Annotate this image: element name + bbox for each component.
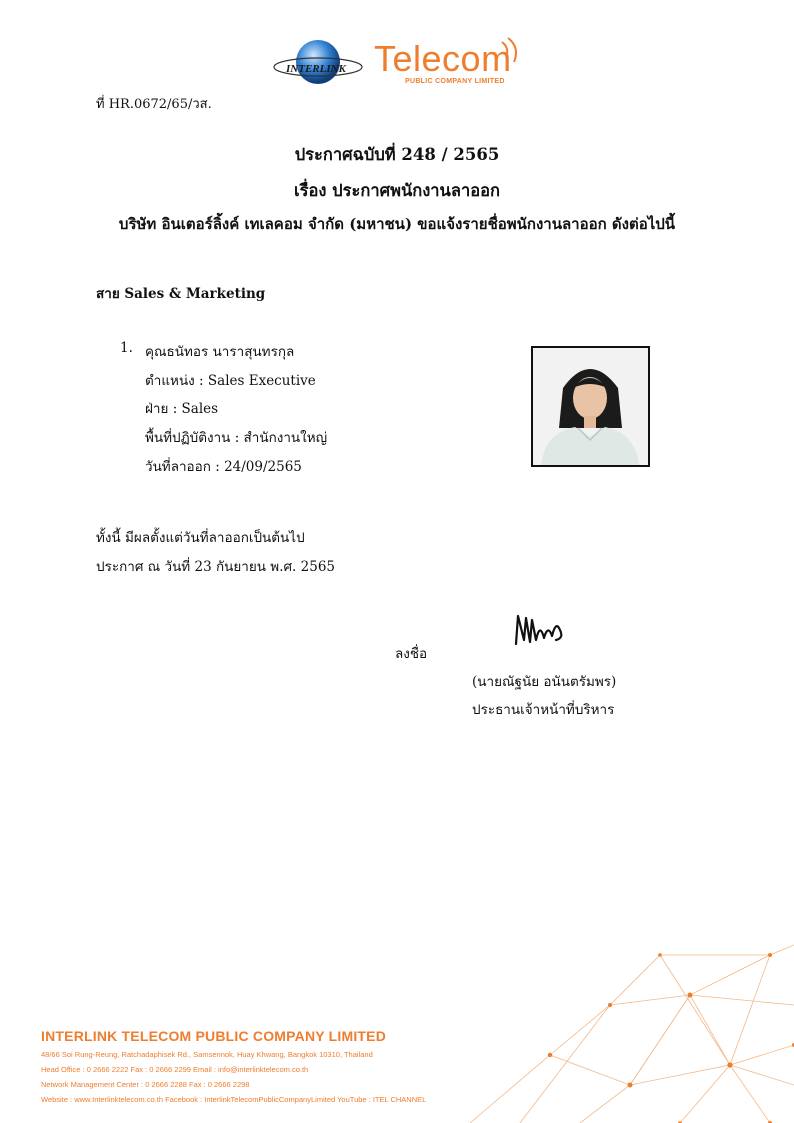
- employee-resign-date: วันที่ลาออก : 24/09/2565: [145, 459, 302, 475]
- footer-company-name: INTERLINK TELECOM PUBLIC COMPANY LIMITED: [41, 1028, 387, 1044]
- signer-title: ประธานเจ้าหน้าที่บริหาร: [472, 702, 615, 718]
- employee-workplace: พื้นที่ปฏิบัติงาน : สำนักงานใหญ่: [145, 430, 328, 446]
- footer-website: Website : www.Interlinktelecom.co.th Facebook : InterlinkTelecomPublicCompanyLimited YouTube : ITEL CHANNEL: [41, 1095, 427, 1104]
- announcement-number: ประกาศฉบับที่ 248 / 2565: [294, 145, 500, 164]
- logo-subtitle: PUBLIC COMPANY LIMITED: [405, 78, 505, 85]
- announcement-date: ประกาศ ณ วันที่ 23 กันยายน พ.ศ. 2565: [96, 559, 335, 575]
- employee-photo: [531, 346, 650, 467]
- division-heading: สาย Sales & Marketing: [96, 286, 266, 302]
- signer-name: (นายณัฐนัย อนันตรัมพร): [472, 674, 617, 690]
- footer-head-office: Head Office : 0 2666 2222 Fax : 0 2666 2299 Email : info@interlinktelecom.co.th: [41, 1065, 309, 1074]
- svg-text:INTERLINK: INTERLINK: [286, 63, 346, 75]
- handwritten-signature: [510, 610, 570, 650]
- globe-icon: [296, 40, 340, 84]
- employee-number: 1.: [120, 340, 133, 356]
- effective-note: ทั้งนี้ มีผลตั้งแต่วันที่ลาออกเป็นต้นไป: [96, 530, 305, 546]
- employee-name: คุณธนัทอร นาราสุนทรกุล: [145, 344, 295, 360]
- logo-brand-text: Telecom: [374, 38, 512, 79]
- announcement-intro: บริษัท อินเตอร์ลิ้งค์ เทเลคอม จำกัด (มหาชน) ขอแจ้งรายชื่อพนักงานลาออก ดังต่อไปนี้: [118, 215, 676, 233]
- footer-nmc: Network Management Center : 0 2666 2288 Fax : 0 2666 2298: [41, 1080, 250, 1089]
- announcement-subject: เรื่อง ประกาศพนักงานลาออก: [293, 181, 501, 200]
- employee-department: ฝ่าย : Sales: [145, 401, 219, 417]
- employee-position: ตำแหน่ง : Sales Executive: [145, 373, 316, 389]
- signature-label: ลงชื่อ: [395, 646, 428, 662]
- network-pattern-decoration: [430, 935, 794, 1123]
- document-number: ที่ HR.0672/65/วส.: [96, 97, 212, 112]
- footer-address: 48/66 Soi Rung-Reung, Ratchadaphisek Rd., Samsennok, Huay Khwang, Bangkok 10310, Thailand: [41, 1050, 373, 1059]
